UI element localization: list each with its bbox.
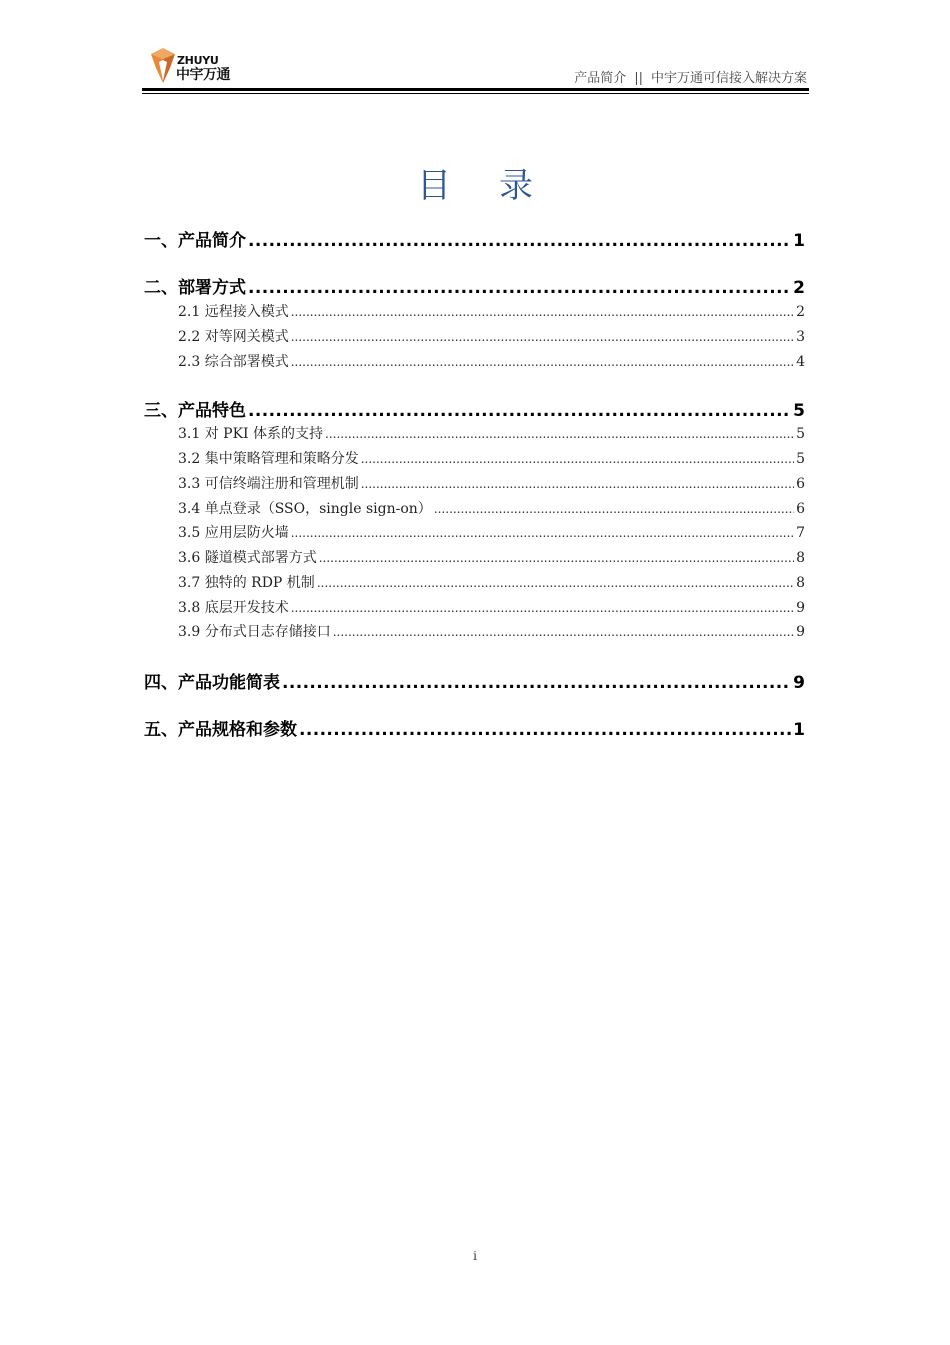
toc-entry-page: 8 xyxy=(796,575,805,591)
toc-entry-label: 3.5 应用层防火墙 xyxy=(178,525,289,541)
toc-leader xyxy=(361,452,794,466)
toc-entry-page: 1 xyxy=(793,231,805,251)
company-logo xyxy=(150,48,240,86)
toc-leader xyxy=(317,576,794,590)
toc-entry-label: 2.1 远程接入模式 xyxy=(178,304,289,320)
toc-leader xyxy=(291,330,794,344)
toc-entry-page: 5 xyxy=(796,451,805,467)
toc-entry-label: 二、部署方式 xyxy=(144,278,246,298)
toc-entry-label: 2.3 综合部署模式 xyxy=(178,354,289,370)
toc-entry-page: 3 xyxy=(796,329,805,345)
logo-text-en: ZHUYU xyxy=(177,54,219,67)
header-section: 产品简介 xyxy=(574,71,627,86)
toc-entry-label: 3.9 分布式日志存储接口 xyxy=(178,624,331,640)
toc-entry-label: 3.2 集中策略管理和策略分发 xyxy=(178,451,359,467)
toc-entry-label: 2.2 对等网关模式 xyxy=(178,329,289,345)
toc-entry-page: 8 xyxy=(796,550,805,566)
toc-entry[interactable] xyxy=(0,572,950,592)
toc-leader xyxy=(361,477,794,491)
toc-leader xyxy=(325,427,794,441)
toc-entry-page: 7 xyxy=(796,525,805,541)
toc-entry-label: 3.8 底层开发技术 xyxy=(178,600,289,616)
toc-entry-label: 3.4 单点登录（SSO，single sign-on） xyxy=(178,501,432,517)
toc-leader xyxy=(291,601,794,615)
toc-leader xyxy=(282,673,791,693)
toc-entry-page: 9 xyxy=(796,624,805,640)
toc-entry[interactable] xyxy=(0,396,950,421)
header-separator: || xyxy=(634,71,643,86)
toc-entry-label: 3.1 对 PKI 体系的支持 xyxy=(178,426,324,442)
toc-entry[interactable] xyxy=(0,473,950,493)
toc-entry[interactable] xyxy=(0,423,950,443)
toc-entry[interactable] xyxy=(0,621,950,641)
toc-entry[interactable] xyxy=(0,668,950,693)
toc-entry-page: 9 xyxy=(793,673,805,693)
toc-entry-page: 5 xyxy=(793,401,805,421)
toc-leader xyxy=(291,526,794,540)
toc-entry-label: 五、产品规格和参数 xyxy=(144,720,297,740)
toc-leader xyxy=(319,551,794,565)
toc-entry-page: 6 xyxy=(796,501,805,517)
toc-entry[interactable] xyxy=(0,448,950,468)
running-header xyxy=(574,67,807,86)
toc-entry[interactable] xyxy=(0,498,950,518)
page-number: i xyxy=(473,1249,477,1263)
header-doc-title: 中宇万通可信接入解决方案 xyxy=(650,71,807,86)
toc-entry-page: 5 xyxy=(796,426,805,442)
toc-leader xyxy=(248,278,791,298)
toc-entry[interactable] xyxy=(0,226,950,251)
toc-leader xyxy=(291,355,794,369)
toc-leader xyxy=(299,720,791,740)
toc-entry-page: 1 xyxy=(793,720,805,740)
toc-entry-label: 四、产品功能简表 xyxy=(144,673,280,693)
toc-entry[interactable] xyxy=(0,715,950,740)
toc-entry-page: 6 xyxy=(796,476,805,492)
toc-entry[interactable] xyxy=(0,547,950,567)
toc-title: 目录 xyxy=(417,166,581,206)
toc-entry-label: 3.3 可信终端注册和管理机制 xyxy=(178,476,359,492)
toc-entry-page: 2 xyxy=(793,278,805,298)
toc-entry-label: 3.7 独特的 RDP 机制 xyxy=(178,575,315,591)
toc-entry[interactable] xyxy=(0,301,950,321)
toc-entry-label: 一、产品简介 xyxy=(144,231,246,251)
toc-entry-page: 4 xyxy=(796,354,805,370)
logo-text-cn: 中宇万通 xyxy=(176,67,230,83)
toc-entry-label: 3.6 隧道模式部署方式 xyxy=(178,550,317,566)
header-rule-thick xyxy=(142,88,809,91)
toc-leader xyxy=(248,401,791,421)
toc-entry[interactable] xyxy=(0,597,950,617)
toc-entry-page: 2 xyxy=(796,304,805,320)
logo-icon xyxy=(150,48,176,84)
toc-leader xyxy=(434,502,794,516)
toc-entry[interactable] xyxy=(0,326,950,346)
toc-entry-page: 9 xyxy=(796,600,805,616)
toc-entry[interactable] xyxy=(0,351,950,371)
header-rule-thin xyxy=(142,93,809,94)
toc-leader xyxy=(248,231,791,251)
toc-leader xyxy=(291,305,794,319)
toc-entry[interactable] xyxy=(0,522,950,542)
toc-entry-label: 三、产品特色 xyxy=(144,401,246,421)
toc-entry[interactable] xyxy=(0,273,950,298)
toc-leader xyxy=(333,625,794,639)
